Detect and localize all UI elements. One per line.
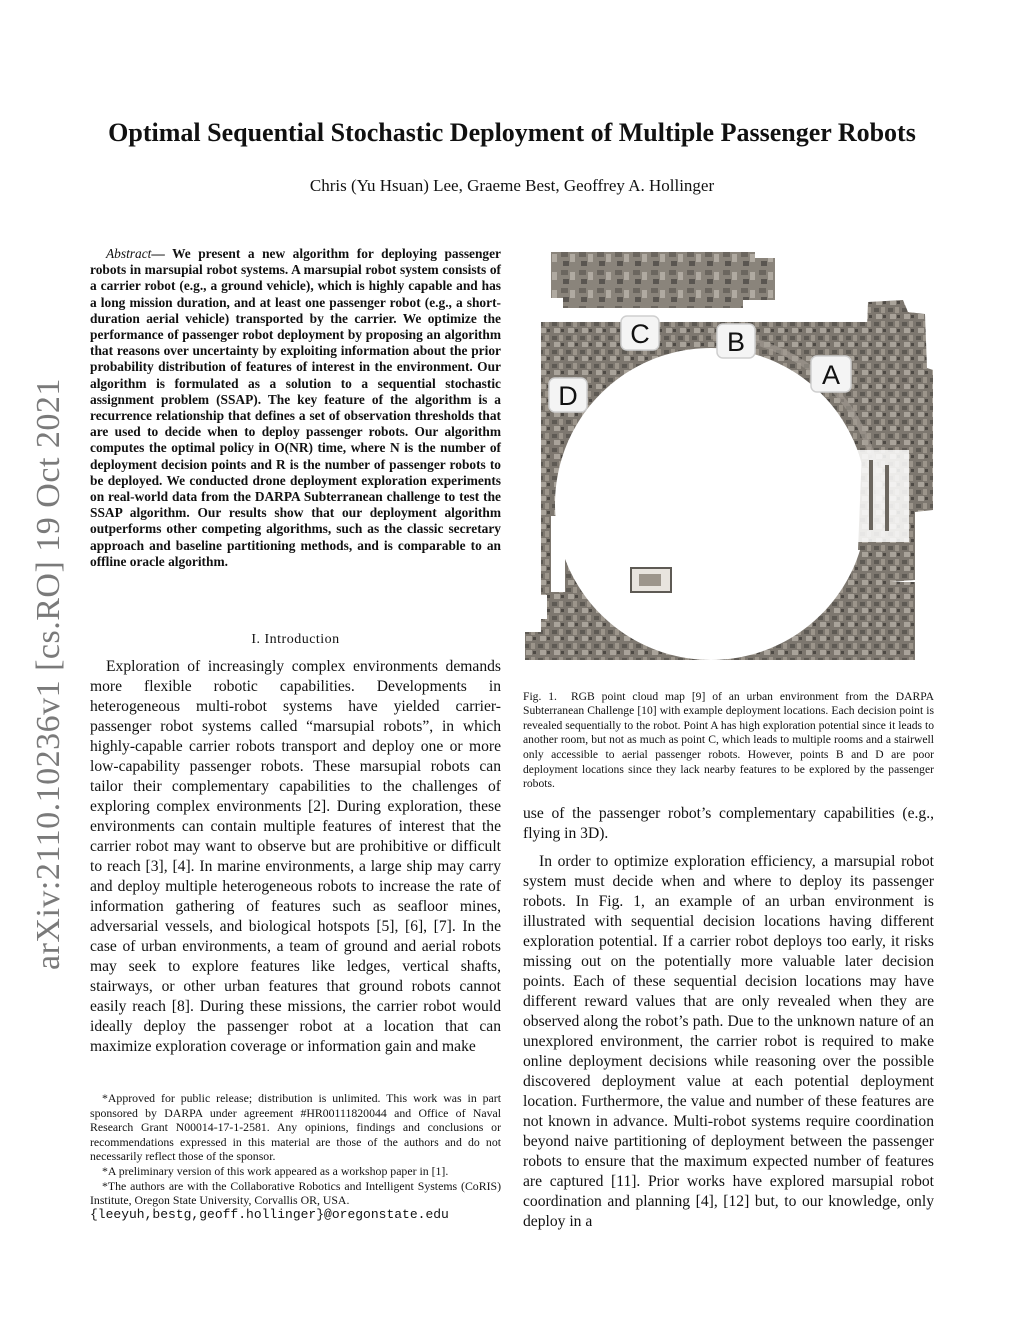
footnote-affiliation: *The authors are with the Collaborative Robotics and Intelligent Systems (CoRIS) Institute, Oregon State University, Corvallis OR, USA.: [90, 1178, 501, 1208]
footnote-approval: *Approved for public release; distribution is unlimited. This work was in part sponsored by DARPA under agreement #HR00111820044 and Office of Naval Research Grant N00014-17-1-2581. Any opinions, findings and conclusions or recommendations expressed in this material are those of the authors and do not necessarily reflect those of the sponsor.: [90, 1091, 501, 1164]
section-heading-introduction: I. Introduction: [251, 632, 340, 647]
label-c: C: [630, 319, 650, 349]
map-main-floor: [525, 322, 915, 660]
intro-paragraph-right: In order to optimize exploration efficiency, a marsupial robot system must decide when and where to deploy its passenger robots. In Fig. 1, an example of an urban environment is illustrated with sequential decision locations having different exploration potential. If a carrier robot deploys too early, it risks missing out on the potentially more valuable later decision points. Each of these sequential decision locations may have different reward values that are only revealed when they are observed along the robot’s path. Due to the unknown nature of an unexplored environment, the carrier robot is required to make online deployment decisions while reasoning over the possible discovered deployment value at each potential deployment location. Furthermore, the value and number of these features are not known in advance. Multi-robot systems require coordination beyond naive partitioning of deployment between the passenger robots to ensure that the maximum expected number of features are captured [11]. Prior works have explored marsupial robot coordination and planning [4], [12] but, to our knowledge, only deploy in a: [523, 853, 934, 1230]
abstract-text: — We present a new algorithm for deploying passenger robots in marsupial robot systems. A marsupial robot system consists of a carrier robot (e.g., a ground vehicle), which is highly capable and has a long mission duration, and at least one passenger robot (e.g., a short-duration aerial vehicle) transported by the carrier. We optimize the performance of passenger robot deployment by proposing an algorithm that reasons over uncertainty by exploiting information about the prior probability distribution of features of interest in the environment. Our algorithm is formulated as a solution to a sequential stochastic assignment problem (SSAP). The key feature of the algorithm is a recurrence relationship that defines a set of observation thresholds that are used to decide when to deploy passenger robots. Our algorithm computes the optimal policy in O(NR) time, where N is the number of deployment decision points and R is the number of passenger robots to be deployed. We conducted drone deployment exploration experiments on real-world data from the DARPA Subterranean challenge to test the SSAP algorithm. Our results show that our deployment algorithm outperforms other competing algorithms, such as the classic secretary approach and baseline partitioning methods, and is comparable to an offline oracle algorithm.: [90, 246, 501, 569]
deployment-point-d: [549, 378, 587, 412]
footnote-email: {leeyuh,bestg,geoff.hollinger}@oregonstate.edu: [90, 1206, 449, 1222]
footnote-preliminary: *A preliminary version of this work appeared as a workshop paper in [1].: [102, 1163, 449, 1178]
caption-label: Fig. 1.: [523, 689, 557, 703]
abstract: [90, 246, 501, 570]
footnotes: [90, 1091, 501, 1222]
map-top-room: [551, 252, 775, 308]
deployment-point-a: [811, 356, 851, 392]
label-a: A: [821, 360, 841, 390]
paper-authors: Chris (Yu Hsuan) Lee, Graeme Best, Geoffrey A. Hollinger: [309, 176, 715, 195]
intro-paragraph-left: Exploration of increasingly complex environments demands more flexible robotic capabilities. Developments in heterogeneous multi-robot systems have yielded carrier-passenger robot systems called “marsupial robots”, in which highly-capable carrier robots transport and deploy one or more low-capability passenger robots. These marsupial robots can tailor their complementary capabilities to the challenges of exploring complex environments [2]. During exploration, these environments can contain multiple features of interest that the carrier robot may want to observe but are prohibitive or difficult to reach [3], [4]. In marine environments, a large ship may carry and deploy multiple heterogeneous robots to increase the rate of information gathering of features such as seafloor mines, adversarial vessels, and biological hotspots [5], [6], [7]. In the case of urban environments, a team of ground and aerial robots may seek to explore features like ledges, vertical shafts, stairways, or other urban features that ground robots cannot easily reach [8]. During these missions, the carrier robot would ideally deploy the passenger robot at a location that can maximize exploration coverage or information gain and make: [90, 658, 501, 1055]
figure-caption: [523, 690, 934, 792]
figure-point-cloud-map: [523, 250, 934, 662]
deployment-point-c: [621, 316, 659, 350]
caption-text: RGB point cloud map [9] of an urban environment from the DARPA Subterranean Challenge [10] with example deployment locations. Each decision point is revealed sequentially to the robot. Point A has high exploration potential since it leads to another room, but not as much as point C, which leads to multiple rooms and a stairwell only accessible to aerial passenger robots. However, points B and D are poor deployment locations since they lack nearby features to be explored by the passenger robots.: [523, 689, 934, 791]
label-d: D: [558, 381, 578, 411]
deployment-point-b: [717, 324, 755, 358]
paper-title: Optimal Sequential Stochastic Deployment of Multiple Passenger Robots: [108, 118, 916, 147]
map-illustration: [523, 250, 934, 662]
intro-paragraph-right-continuation: use of the passenger robot’s complementary capabilities (e.g., flying in 3D).: [523, 805, 934, 842]
label-b: B: [726, 327, 746, 357]
abstract-lead: Abstract: [106, 246, 152, 261]
arxiv-identifier: arXiv:2110.10236v1 [cs.RO] 19 Oct 2021: [30, 378, 67, 970]
